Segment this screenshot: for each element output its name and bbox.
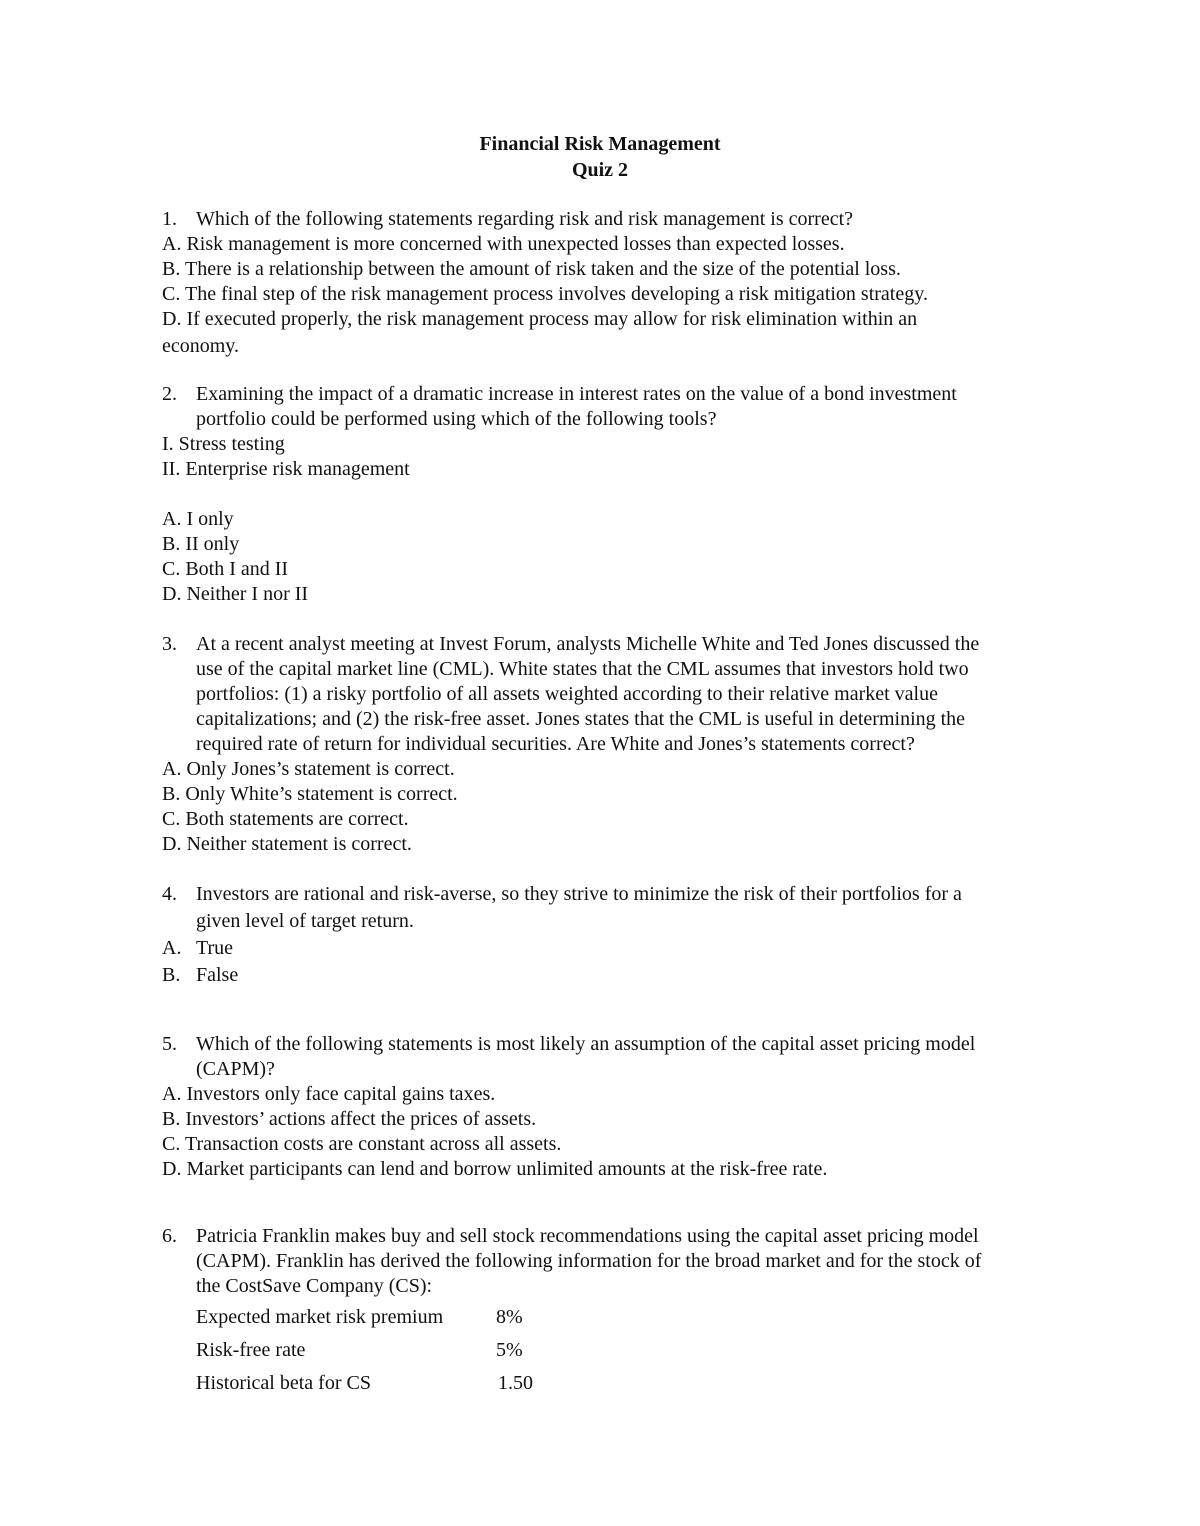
question-1-number: 1. — [162, 208, 177, 230]
question-1-option-a: A. Risk management is more concerned with unexpected losses than expected losses. — [162, 233, 845, 255]
question-6-text-line-1: Patricia Franklin makes buy and sell stock recommendations using the capital asset pricing model — [196, 1225, 979, 1247]
question-6-number: 6. — [162, 1225, 177, 1247]
question-2-option-d: D. Neither I nor II — [162, 583, 309, 605]
table-row-value: 1.50 — [498, 1372, 533, 1394]
question-1-option-d: D. If executed properly, the risk management process may allow for risk elimination within an — [162, 308, 918, 330]
question-1-text: Which of the following statements regarding risk and risk management is correct? — [196, 208, 854, 230]
question-3-text-line-1: At a recent analyst meeting at Invest Forum, analysts Michelle White and Ted Jones discussed the — [196, 633, 980, 655]
question-3-option-c: C. Both statements are correct. — [162, 808, 409, 830]
question-3-option-a: A. Only Jones’s statement is correct. — [162, 758, 455, 780]
question-3-text-line-3: portfolios: (1) a risky portfolio of all assets weighted according to their relative market value — [196, 683, 938, 705]
table-row-value: 8% — [496, 1306, 523, 1328]
table-row-label: Historical beta for CS — [196, 1372, 371, 1394]
table-row-label: Risk-free rate — [196, 1339, 306, 1361]
question-4-option-a-letter: A. — [162, 937, 182, 959]
question-2-option-b: B. II only — [162, 533, 240, 555]
question-5-option-d: D. Market participants can lend and borrow unlimited amounts at the risk-free rate. — [162, 1158, 828, 1180]
question-6-text-line-2: (CAPM). Franklin has derived the following information for the broad market and for the stock of — [196, 1250, 982, 1272]
document-title: Financial Risk Management — [479, 133, 721, 155]
question-1-option-d-continued: economy. — [162, 335, 240, 357]
question-4-text-line-1: Investors are rational and risk-averse, so they strive to minimize the risk of their portfolios for a — [196, 883, 962, 905]
question-5-text-line-1: Which of the following statements is most likely an assumption of the capital asset pricing model — [196, 1033, 976, 1055]
question-2-statement-1: I. Stress testing — [162, 433, 285, 455]
question-3-number: 3. — [162, 633, 177, 655]
table-row-value: 5% — [496, 1339, 523, 1361]
document-subtitle: Quiz 2 — [571, 159, 629, 181]
question-4-number: 4. — [162, 883, 177, 905]
question-2-statement-2: II. Enterprise risk management — [162, 458, 410, 480]
table-row-label: Expected market risk premium — [196, 1306, 444, 1328]
question-5-text-line-2: (CAPM)? — [196, 1058, 275, 1080]
question-1-option-b: B. There is a relationship between the amount of risk taken and the size of the potential loss. — [162, 258, 901, 280]
question-5-number: 5. — [162, 1033, 177, 1055]
question-3-text-line-5: required rate of return for individual securities. Are White and Jones’s statements correct? — [196, 733, 915, 755]
question-2-option-c: C. Both I and II — [162, 558, 289, 580]
question-2-number: 2. — [162, 383, 177, 405]
question-4-option-b-text: False — [196, 964, 239, 986]
question-3-option-d: D. Neither statement is correct. — [162, 833, 412, 855]
question-3-option-b: B. Only White’s statement is correct. — [162, 783, 458, 805]
question-2-text-line-2: portfolio could be performed using which of the following tools? — [196, 408, 717, 430]
question-1-option-c: C. The final step of the risk management process involves developing a risk mitigation strategy. — [162, 283, 928, 305]
question-2-option-a: A. I only — [162, 508, 234, 530]
question-4-option-b-letter: B. — [162, 964, 181, 986]
question-4-option-a-text: True — [196, 937, 234, 959]
question-2-text-line-1: Examining the impact of a dramatic increase in interest rates on the value of a bond investment — [196, 383, 957, 405]
question-6-text-line-3: the CostSave Company (CS): — [196, 1275, 433, 1297]
question-5-option-a: A. Investors only face capital gains taxes. — [162, 1083, 496, 1105]
question-4-text-line-2: given level of target return. — [196, 910, 414, 932]
question-3-text-line-4: capitalizations; and (2) the risk-free asset. Jones states that the CML is useful in determining the — [196, 708, 966, 730]
question-5-option-c: C. Transaction costs are constant across all assets. — [162, 1133, 562, 1155]
question-3-text-line-2: use of the capital market line (CML). White states that the CML assumes that investors hold two — [196, 658, 969, 680]
question-5-option-b: B. Investors’ actions affect the prices of assets. — [162, 1108, 537, 1130]
